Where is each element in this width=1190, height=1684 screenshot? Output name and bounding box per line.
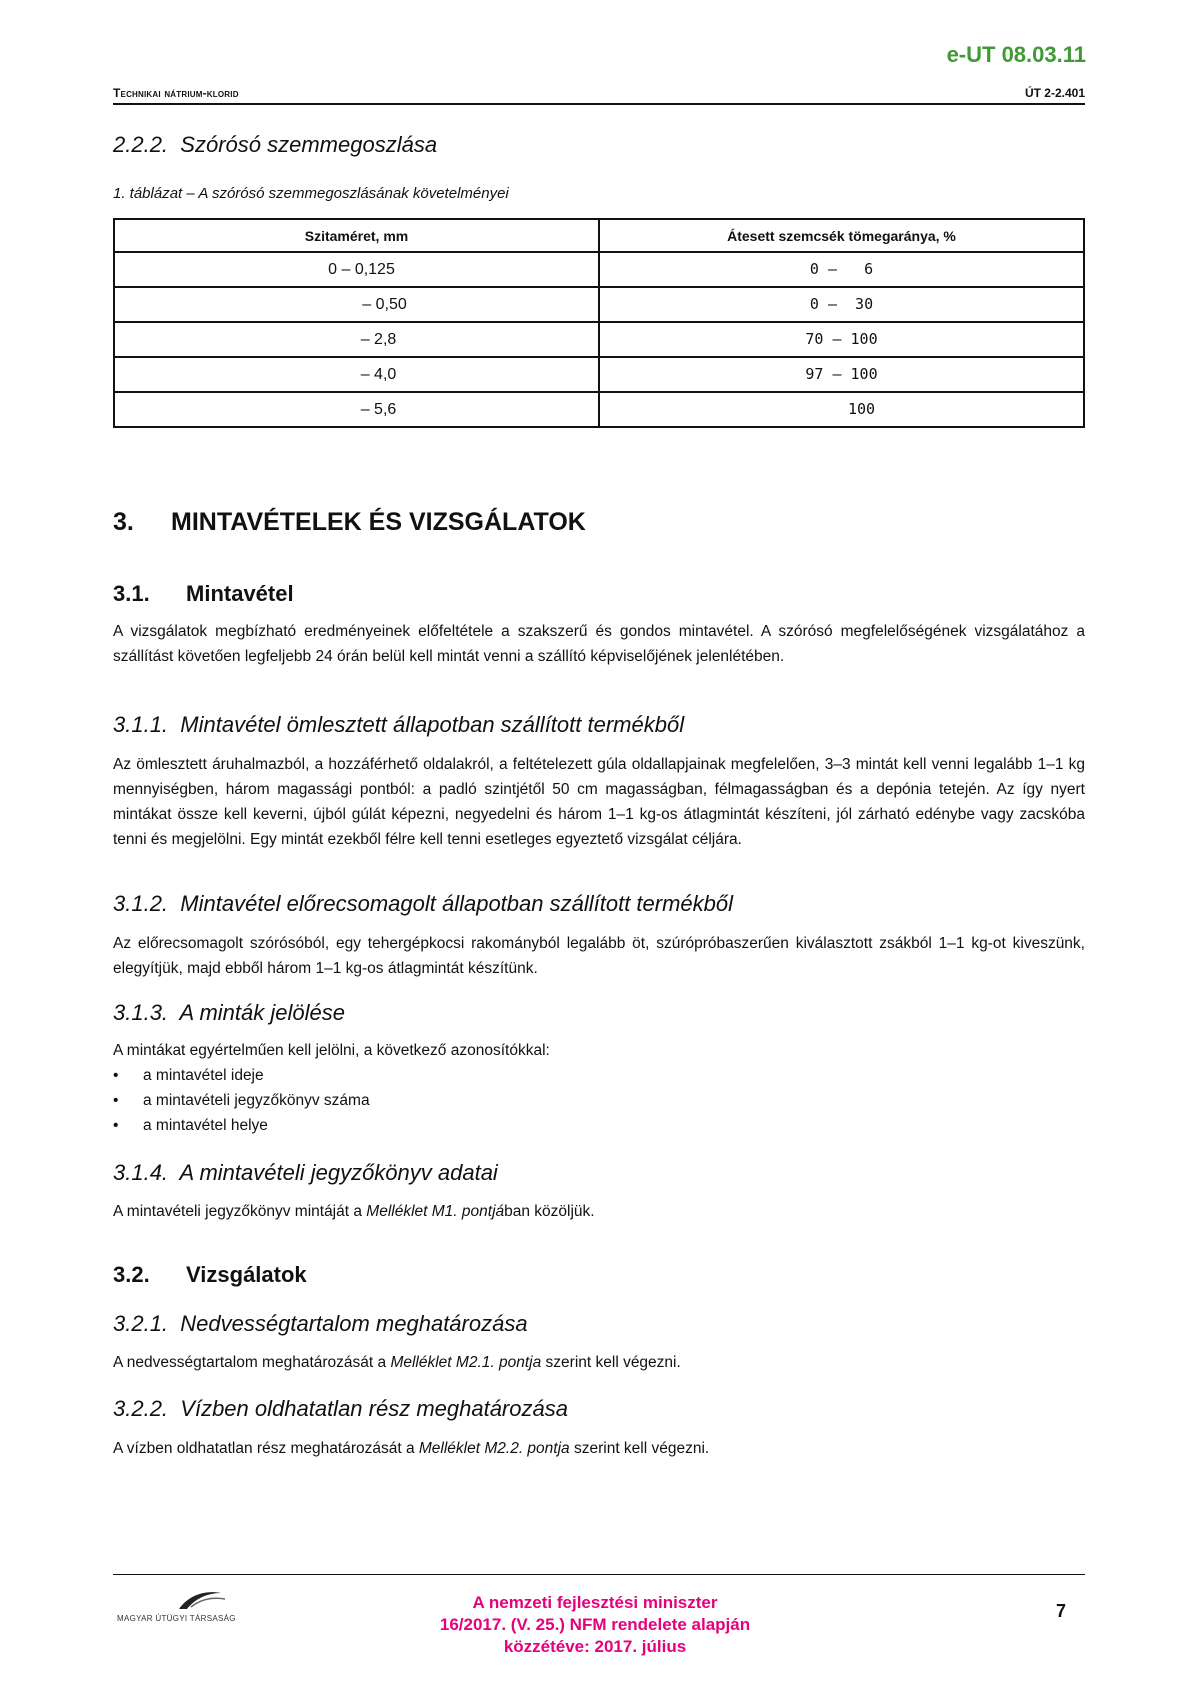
heading-number: 3.2.2. <box>113 1396 169 1421</box>
paragraph-3-1-1: Az ömlesztett áruhalmazból, a hozzáférhető oldalakról, a feltételezett gúla oldallapjainak megfelelően, 3–3 mintát kell venni legalább 1–1 kg mennyiségben, három magassági pontból: a padló szintjétől 50 cm magasságban, félmagasságban és a depónia tetején. Az így nyert mintákat össze kell keverni, újból gúlát képezni, negyedelni és három 1–1 kg-os átlagmintát készíteni, jól zárható edénybe vagy zacskóba tenni és megjelölni. Egy mintát ezekből félre kell tenni esetleges egyeztető vizsgálat céljára. <box>113 756 1085 848</box>
heading-number: 3.1. <box>113 581 150 606</box>
bullet-icon: • <box>113 1067 119 1084</box>
paragraph-3-1-2: Az előrecsomagolt szórósóból, egy tehergépkocsi rakományból legalább öt, szúrópróbaszerűen kiválasztott zsákból 1–1 kg-ot kiveszünk, elegyítjük, majd ebből három 1–1 kg-os átlagmintát készítünk. <box>113 935 1085 977</box>
heading-number: 3.1.2. <box>113 891 169 916</box>
heading-text: Szórósó szemmegoszlása <box>180 132 438 157</box>
table-header-row <box>114 219 1084 252</box>
heading-3 <box>113 508 586 537</box>
sieve-size-cell: – 0,50 <box>114 287 599 322</box>
table-row <box>114 287 1084 322</box>
table-row <box>114 357 1084 392</box>
heading-text: Mintavétel <box>186 581 294 606</box>
list-item: • a mintavételi jegyzőkönyv száma <box>113 1088 370 1113</box>
heading-3-2 <box>113 1262 307 1288</box>
heading-text: MINTAVÉTELEK ÉS VIZSGÁLATOK <box>171 508 586 536</box>
sieve-size-cell: – 2,8 <box>114 322 599 357</box>
heading-number: 3. <box>113 508 134 536</box>
sieve-size-cell: – 5,6 <box>114 392 599 427</box>
passing-cell: 70 – 100 <box>599 322 1084 357</box>
heading-3-2-2 <box>113 1396 568 1422</box>
heading-3-2-1 <box>113 1311 528 1337</box>
passing-cell: 0 – 30 <box>599 287 1084 322</box>
page-number: 7 <box>1055 1601 1066 1621</box>
heading-number: 3.2. <box>113 1262 150 1287</box>
document-code: e-UT 08.03.11 <box>946 42 1086 67</box>
heading-text: A minták jelölése <box>179 1000 345 1025</box>
heading-text: Vizsgálatok <box>186 1262 307 1287</box>
sieve-size-cell: 0 – 0,125 <box>114 252 599 287</box>
caption-prefix: 1. táblázat <box>113 185 183 202</box>
passing-cell: 0 – 6 <box>599 252 1084 287</box>
heading-number: 3.1.3. <box>113 1000 169 1025</box>
header-title: Technikai nátrium-klorid <box>113 86 239 100</box>
heading-text: Nedvességtartalom meghatározása <box>180 1311 528 1336</box>
footer-publication-note <box>0 1592 1190 1658</box>
paragraph-3-2-2: A vízben oldhatatlan rész meghatározását a Melléklet M2.2. pontja szerint kell végezni. <box>113 1440 710 1457</box>
footer-line-3: közzétéve: 2017. július <box>503 1637 687 1656</box>
caption-text: – A szórósó szemmegoszlásának követelményei <box>182 185 509 202</box>
table-row <box>114 252 1084 287</box>
heading-3-1-3 <box>113 1000 345 1026</box>
logo-text: MAGYAR ÚTÜGYI TÁRSASÁG <box>117 1614 236 1623</box>
sieve-size-cell: – 4,0 <box>114 357 599 392</box>
paragraph-3-1-3: A mintákat egyértelműen kell jelölni, a következő azonosítókkal: <box>113 1042 550 1059</box>
heading-number: 3.2.1. <box>113 1311 169 1336</box>
column-header-sieve: Szitaméret, mm <box>114 219 599 252</box>
paragraph-3-2-1: A nedvességtartalom meghatározását a Melléklet M2.1. pontja szerint kell végezni. <box>113 1354 681 1371</box>
heading-text: Mintavétel előrecsomagolt állapotban szállított termékből <box>180 891 734 916</box>
passing-cell: 100 <box>599 392 1084 427</box>
table-row <box>114 322 1084 357</box>
heading-text: Vízben oldhatatlan rész meghatározása <box>180 1396 568 1421</box>
passing-cell: 97 – 100 <box>599 357 1084 392</box>
bullet-icon: • <box>113 1092 119 1109</box>
footer-line-1: A nemzeti fejlesztési miniszter <box>472 1593 718 1612</box>
header-standard-number: ÚT 2-2.401 <box>1024 86 1085 100</box>
heading-number: 3.1.1. <box>113 712 169 737</box>
footer-line-2: 16/2017. (V. 25.) NFM rendelete alapján <box>439 1615 751 1634</box>
heading-3-1 <box>113 581 294 607</box>
table-row <box>114 392 1084 427</box>
list-item: • a mintavétel ideje <box>113 1063 370 1088</box>
list-item: • a mintavétel helye <box>113 1113 370 1138</box>
annex-reference: Melléklet M2.2. pontja <box>418 1440 570 1457</box>
grain-size-table <box>113 218 1085 428</box>
annex-reference: Melléklet M1. pontjá <box>366 1203 505 1220</box>
heading-2-2-2 <box>113 132 437 158</box>
heading-text: A mintavételi jegyzőkönyv adatai <box>179 1160 498 1185</box>
heading-3-1-4 <box>113 1160 498 1186</box>
paragraph-3-1-4: A mintavételi jegyzőkönyv mintáját a Melléklet M1. pontjában közöljük. <box>113 1203 595 1220</box>
column-header-passing: Átesett szemcsék tömegaránya, % <box>599 219 1084 252</box>
annex-reference: Melléklet M2.1. pontja <box>390 1354 542 1371</box>
running-header <box>113 86 1085 105</box>
heading-text: Mintavétel ömlesztett állapotban szállított termékből <box>180 712 685 737</box>
bullet-icon: • <box>113 1117 119 1134</box>
identifier-list <box>113 1063 370 1138</box>
heading-3-1-1 <box>113 712 684 738</box>
heading-number: 2.2.2. <box>113 132 169 157</box>
footer-rule <box>113 1574 1085 1575</box>
paragraph-3-1: A vizsgálatok megbízható eredményeinek előfeltétele a szakszerű és gondos mintavétel. A szórósó megfelelőségének vizsgálatához a szállítást követően legfeljebb 24 órán belül kell mintát venni a szállító képviselőjének jelenlétében. <box>113 623 1085 665</box>
table-caption <box>113 185 509 202</box>
heading-3-1-2 <box>113 891 733 917</box>
heading-number: 3.1.4. <box>113 1160 169 1185</box>
